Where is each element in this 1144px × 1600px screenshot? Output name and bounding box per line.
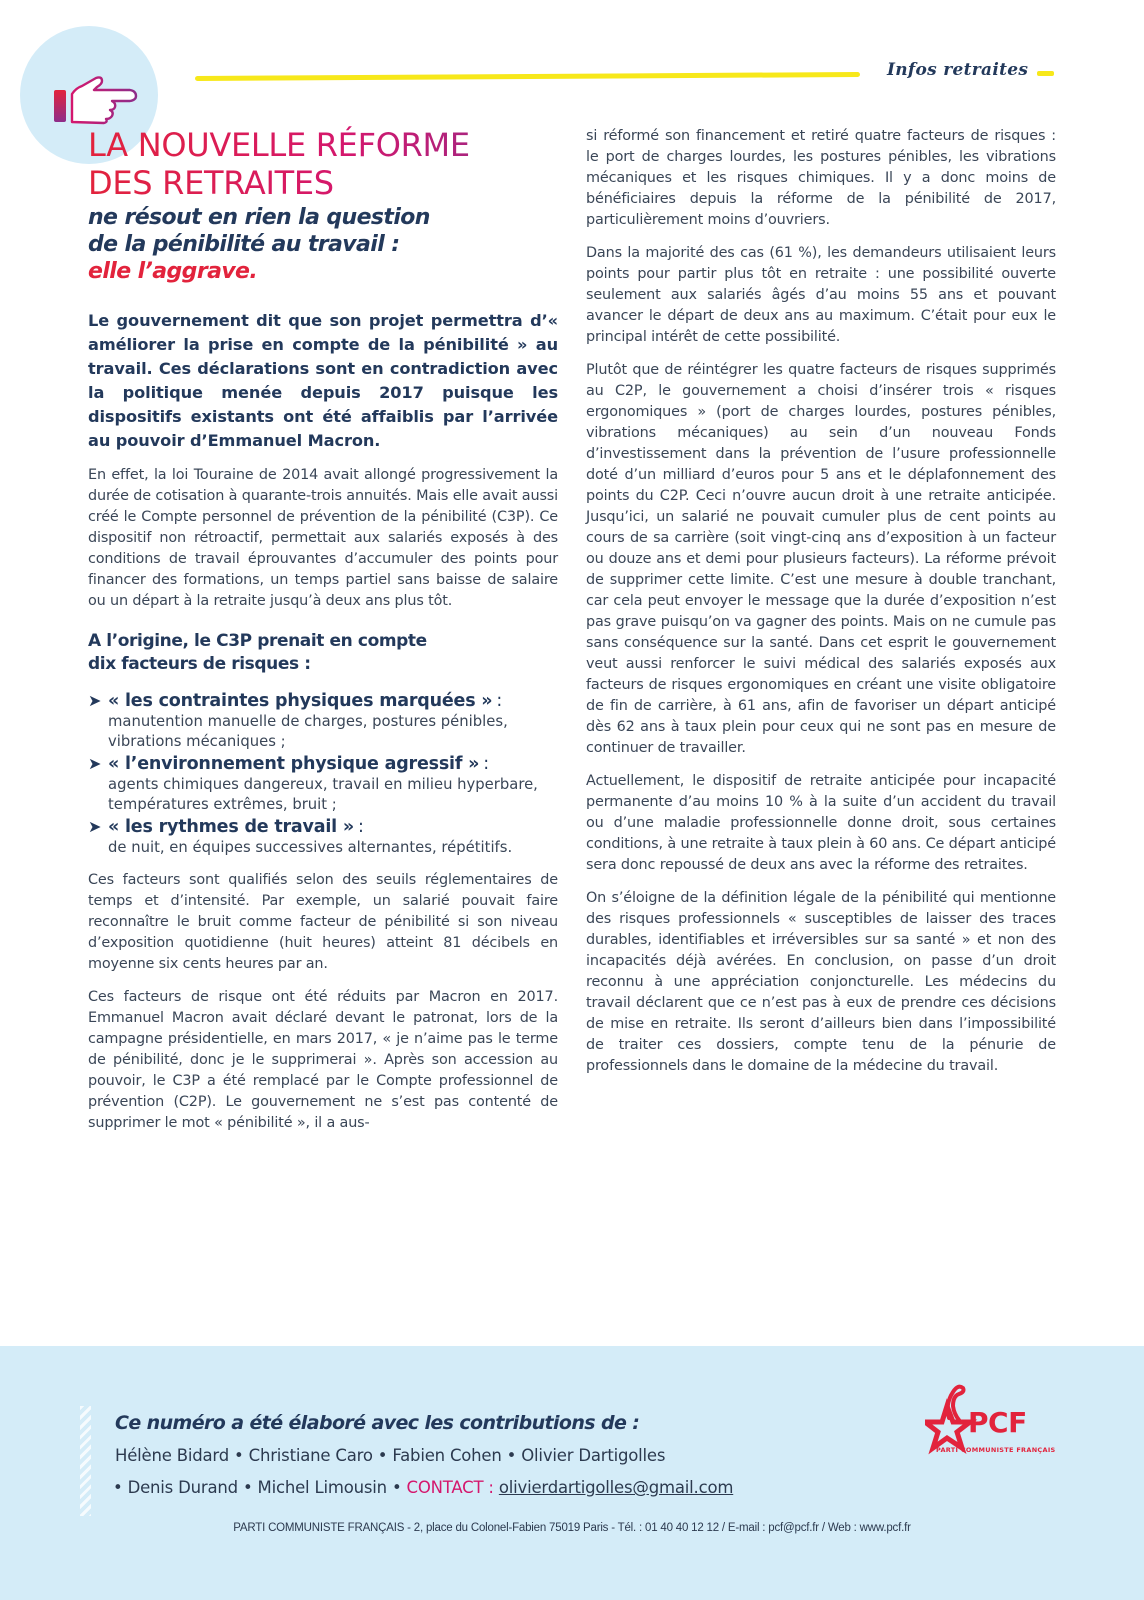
paragraph-5: Dans la majorité des cas (61 %), les demandeurs utilisaient leurs points pour partir plus tôt en retraite : une possibilité ouverte seulement aux salariés âgés d’au moins 55 ans et pouvant avancer le départ de deux ans au maximum. C’était pour eux le principal intérêt de cette possibilité.: [586, 245, 1056, 345]
paragraph-8: On s’éloigne de la définition légale de la pénibilité qui mentionne des risques professionnels « susceptibles de laisser des traces durables, identifiables et irréversibles sur sa santé » et non des incapacités déjà avérées. En conclusion, on passe d’un droit reconnu à une appréciation conjoncturelle. Les médecins du travail déclarent que ce n’est pas à eux de prendre ces décisions de mise en retraite. Ils seront d’ailleurs bien dans l’impossibilité de traiter ces dossiers, compte tenu de la pénurie de professionnels dans le domaine de la médecine du travail.: [586, 890, 1056, 1074]
risk-description: manutention manuelle de charges, postures pénibles, vibrations mécaniques ;: [108, 713, 508, 750]
decorative-stripe: [80, 1406, 91, 1516]
heading-line-1: A l’origine, le C3P prenait en compte: [88, 631, 427, 651]
lead-paragraph: Le gouvernement dit que son projet permettra d’« améliorer la prise en compte de la pénibilité » au travail. Ces déclarations sont en contradiction avec la politique menée depuis 2017 puisque les dispositifs existants ont été affaiblis par l’arrivée au pouvoir d’Emmanuel Macron.: [88, 311, 558, 450]
paragraph-1: En effet, la loi Touraine de 2014 avait allongé progressivement la durée de cotisation à quarante-trois annuités. Mais elle avait aussi créé le Compte personnel de prévention de la pénibilité (C3P). Ce dispositif non rétroactif, permettait aux salariés exposés à des conditions de travail éprouvantes d’accumuler des points pour financer des formations, un temps partiel sans baisse de salaire ou un départ à la retraite jusqu’à deux ans plus tôt.: [88, 467, 558, 609]
risk-item: [88, 816, 558, 858]
risk-factors-list: [88, 690, 558, 858]
yellow-dash: [1037, 71, 1054, 76]
footer: [0, 1346, 1144, 1600]
contributors-line-1: Hélène Bidard • Christiane Caro • Fabien Cohen • Olivier Dartigolles: [115, 1446, 666, 1465]
pcf-logo-subtext: PARTI COMMUNISTE FRANÇAIS: [936, 1446, 1056, 1454]
risk-item: [88, 690, 558, 752]
right-column: [586, 126, 1056, 1077]
pointing-hand-icon: [52, 76, 142, 126]
address-line: PARTI COMMUNISTE FRANÇAIS - 2, place du Colonel-Fabien 75019 Paris - Tél. : 01 40 40 12 12 / E-mail : pcf@pcf.fr / Web : www.pcf.fr: [233, 1522, 911, 1534]
subtitle-highlight: elle l’aggrave.: [88, 259, 258, 284]
risk-factors-heading: [88, 630, 558, 676]
paragraph-2: Ces facteurs sont qualifiés selon des seuils réglementaires de temps et d’intensité. Par exemple, un salarié pouvait faire reconnaître le bruit comme facteur de pénibilité si son niveau d’exposition quotidienne (huit heures) atteint 81 décibels en moyenne six cents heures par an.: [88, 872, 558, 972]
pcf-logo-text: PCF: [968, 1406, 1027, 1439]
subtitle-line-1: ne résout en rien la question: [88, 205, 430, 230]
chevron-right-icon: ➤: [88, 754, 102, 773]
article-subtitle: [88, 204, 558, 258]
contact-label: CONTACT :: [406, 1478, 494, 1497]
contributors-names: • Denis Durand • Michel Limousin •: [113, 1478, 402, 1497]
risk-label: « les contraintes physiques marquées »: [108, 691, 493, 711]
paragraph-6: Plutôt que de réintégrer les quatre facteurs de risques supprimés au C2P, le gouvernement a choisi d’insérer trois « risques ergonomiques » (port de charges lourdes, postures pénibles, vibrations mécaniques) au sein d’un nouveau Fonds d’investissement dans la prévention de l’usure professionnelle doté d’un milliard d’euros pour 5 ans et le déplafonnement des points du C2P. Ceci n’ouvre aucun droit à une retraite anticipée. Jusqu’ici, un salarié ne pouvait cumuler plus de cent points au cours de sa carrière (soit vingt-cinq ans d’exposition à un facteur ou douze ans et demi pour plusieurs facteurs). La réforme prévoit de supprimer cette limite. C’est une mesure à double tranchant, car cela peut envoyer le message que la durée d’exposition n’est pas grave puisqu’on va gagner des points. Mais on ne cumule pas sans conséquence sur la santé. Dans cet esprit le gouvernement veut aussi renforcer le suivi médical des salariés exposés aux facteurs de risques ergonomiques en créant une visite obligatoire de fin de carrière, à 61 ans, afin de favoriser un départ anticipé dès 62 ans à taux plein pour ceux qui ne sont pas en mesure de continuer de travailler.: [586, 362, 1056, 756]
left-column: [88, 126, 558, 1134]
paragraph-7: Actuellement, le dispositif de retraite anticipée pour incapacité permanente d’au moins 10 % à la suite d’un accident du travail ou d’une maladie professionnelle donne droit, sous certaines conditions, à une retraite à taux plein à 60 ans. Ce départ anticipé sera donc repoussé de deux ans avec la réforme des retraites.: [586, 773, 1056, 873]
yellow-rule: [195, 72, 860, 81]
subtitle-line-2: de la pénibilité au travail :: [88, 232, 400, 257]
section-tag: Infos retraites: [887, 60, 1029, 80]
contact-email-link[interactable]: olivierdartigolles@gmail.com: [498, 1478, 734, 1497]
title-line-2: DES RETRAITES: [88, 164, 334, 202]
title-line-1: LA NOUVELLE RÉFORME: [88, 126, 470, 164]
risk-label: « l’environnement physique agressif »: [108, 754, 480, 774]
paragraph-4: si réformé son financement et retiré quatre facteurs de risques : le port de charges lourdes, les postures pénibles, les vibrations mécaniques et les risques chimiques. Il y a donc moins de bénéficiaires depuis la réforme de la pénibilité de 2017, particulièrement moins d’ouvriers.: [586, 128, 1056, 228]
risk-description: de nuit, en équipes successives alternantes, répétitifs.: [108, 839, 513, 856]
paragraph-3: Ces facteurs de risque ont été réduits par Macron en 2017. Emmanuel Macron avait déclaré devant le patronat, lors de la campagne présidentielle, en mars 2017, « je n’aime pas le terme de pénibilité, donc je le supprimerai ». Après son accession au pouvoir, le C3P a été remplacé par le Compte professionnel de prévention (C2P). Le gouvernement ne s’est pas contenté de supprimer le mot « pénibilité », il a aus-: [88, 989, 558, 1131]
contributions-title: Ce numéro a été élaboré avec les contributions de :: [115, 1412, 640, 1434]
risk-colon: :: [357, 817, 364, 837]
chevron-right-icon: ➤: [88, 817, 102, 836]
risk-colon: :: [496, 691, 503, 711]
chevron-right-icon: ➤: [88, 691, 102, 710]
article-title: [88, 126, 558, 202]
contributors-line-2: [113, 1478, 733, 1497]
risk-item: [88, 753, 558, 815]
risk-description: agents chimiques dangereux, travail en milieu hyperbare, températures extrêmes, bruit ;: [108, 776, 538, 813]
risk-label: « les rythmes de travail »: [108, 817, 354, 837]
heading-line-2: dix facteurs de risques :: [88, 654, 311, 674]
risk-colon: :: [483, 754, 490, 774]
